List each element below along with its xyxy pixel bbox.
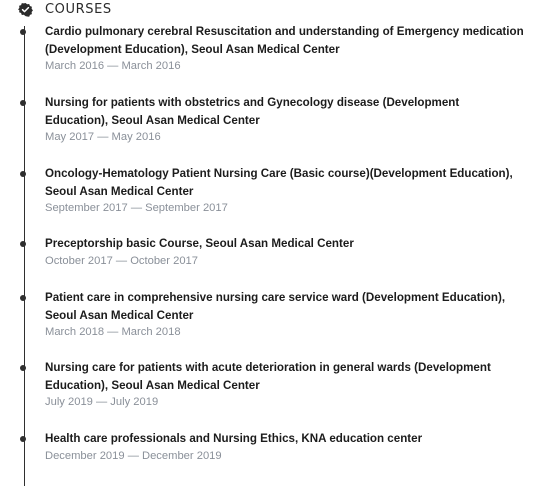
timeline-line [24, 26, 26, 486]
timeline-dot [20, 29, 26, 35]
course-entry [45, 165, 525, 216]
course-entry [45, 359, 525, 410]
course-entry [45, 430, 525, 464]
course-title: Oncology-Hematology Patient Nursing Care (Basic course)(Development Education), Seoul Asan Medical Center [45, 167, 513, 198]
timeline-dot [20, 365, 26, 371]
course-date: September 2017 — September 2017 [45, 202, 228, 214]
section-header [18, 0, 112, 18]
course-entry [45, 235, 525, 269]
timeline-dot [20, 100, 26, 106]
course-date: July 2019 — July 2019 [45, 396, 159, 408]
course-title: Nursing for patients with obstetrics and Gynecology disease (Development Education), Seoul Asan Medical Center [45, 96, 460, 127]
course-title: Preceptorship basic Course, Seoul Asan Medical Center [45, 237, 354, 250]
course-date: December 2019 — December 2019 [45, 449, 222, 462]
course-title: Patient care in comprehensive nursing care service ward (Development Education), Seoul Asan Medical Center [45, 291, 506, 322]
course-entry [45, 289, 525, 340]
course-title: Cardio pulmonary cerebral Resuscitation and understanding of Emergency medication (Development Education), Seoul Asan Medical Center [45, 25, 524, 56]
badge-check-icon [18, 2, 33, 17]
course-title: Nursing care for patients with acute deterioration in general wards (Development Education), Seoul Asan Medical Center [45, 361, 491, 392]
timeline-dot [20, 295, 26, 301]
course-date: March 2018 — March 2018 [45, 326, 181, 338]
course-title: Health care professionals and Nursing Ethics, KNA education center [45, 432, 423, 445]
timeline-dot [20, 171, 26, 177]
course-date: October 2017 — October 2017 [45, 254, 198, 267]
timeline-dot [20, 436, 26, 442]
section-title: COURSES [45, 1, 112, 17]
course-date: March 2016 — March 2016 [45, 60, 181, 72]
course-date: May 2017 — May 2016 [45, 131, 161, 143]
course-entry [45, 23, 525, 74]
course-entry [45, 94, 525, 145]
timeline-dot [20, 241, 26, 247]
